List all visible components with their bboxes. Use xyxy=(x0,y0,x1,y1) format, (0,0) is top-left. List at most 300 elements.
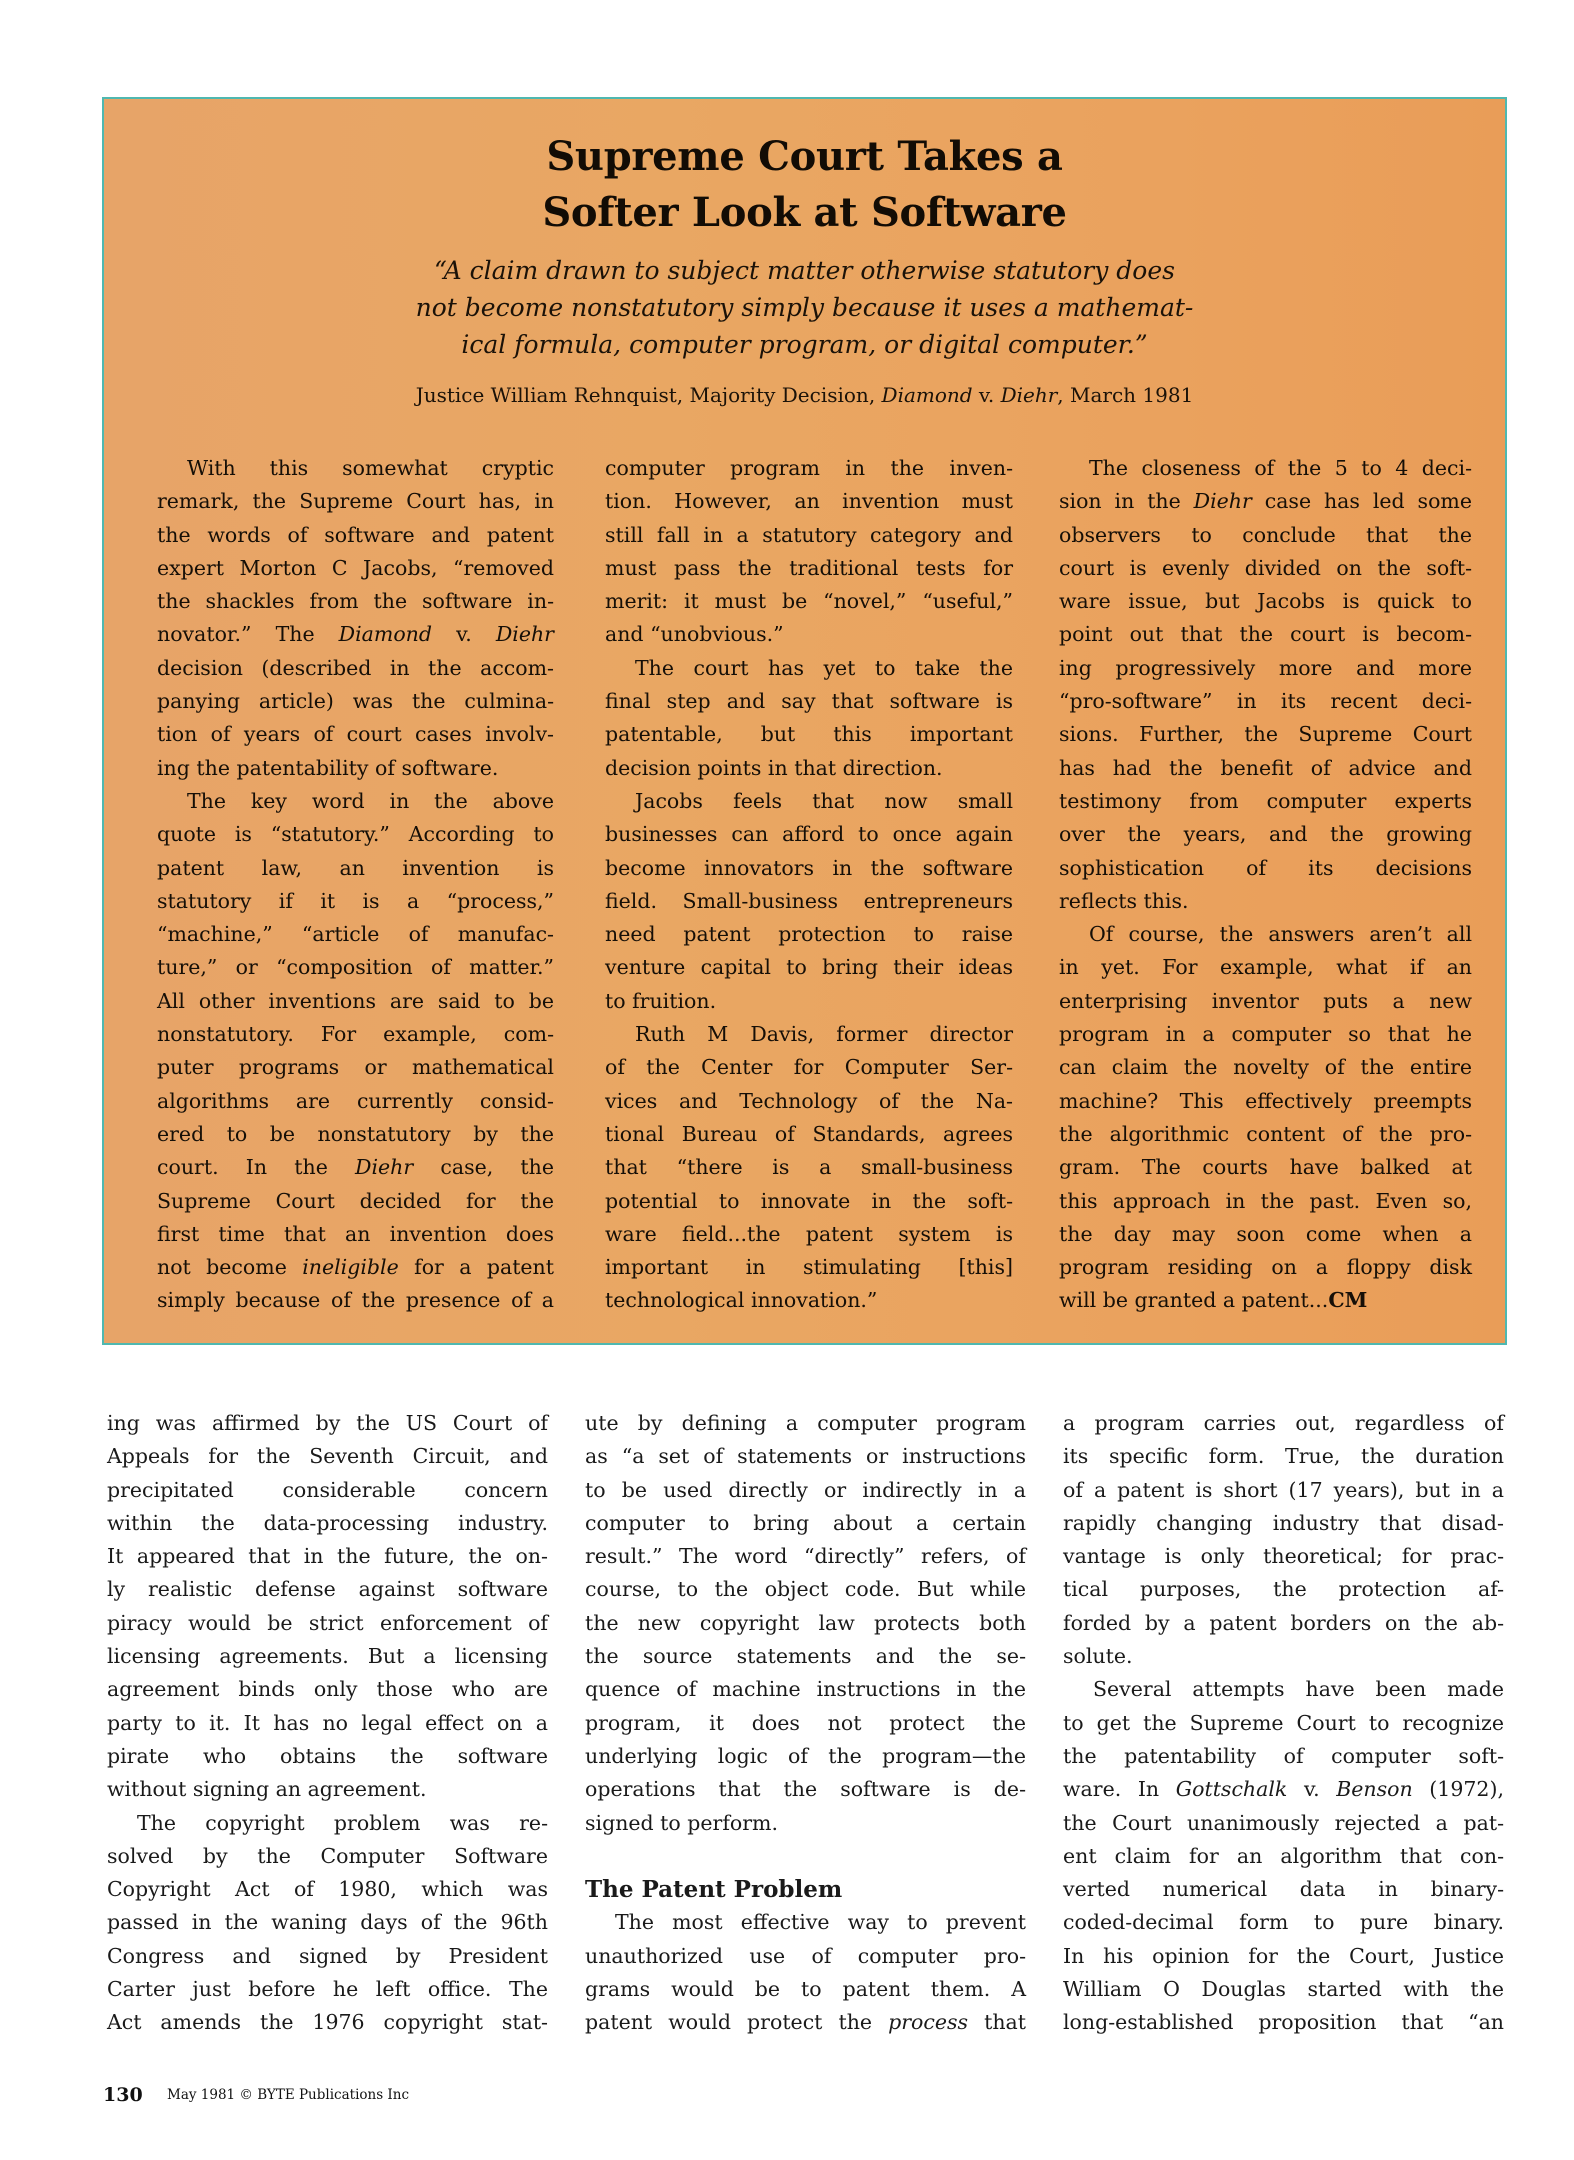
text-line xyxy=(1063,1740,1504,1773)
text-run: can claim the novelty of the entire xyxy=(1059,1055,1472,1080)
italic-text: Gottschalk xyxy=(1175,1777,1288,1802)
text-run: sions. Further, the Supreme Court xyxy=(1059,722,1472,747)
text-line xyxy=(1059,852,1472,885)
text-line xyxy=(157,1018,554,1051)
text-line xyxy=(585,1940,1026,1973)
text-line xyxy=(605,885,1013,918)
text-run: not become xyxy=(157,1255,303,1280)
text-line xyxy=(157,885,554,918)
text-run: become innovators in the software xyxy=(605,855,1013,880)
text-line xyxy=(157,585,554,618)
text-run: tical purposes, the protection af- xyxy=(1063,1577,1504,1602)
italic-text: ineligible xyxy=(302,1255,399,1280)
text-run: merit: it must be “novel,” “useful,” xyxy=(605,589,1013,614)
text-line xyxy=(585,1407,1026,1440)
text-line xyxy=(1063,1973,1504,2006)
text-run: the words of software and patent xyxy=(157,522,554,547)
text-line xyxy=(107,1607,548,1640)
text-line xyxy=(157,818,554,851)
text-run: ware. In xyxy=(1063,1777,1176,1802)
text-line xyxy=(107,1940,548,1973)
text-run: that xyxy=(968,2010,1026,2035)
italic-text: Benson xyxy=(1336,1777,1413,1802)
sidebar-column-1 xyxy=(157,452,554,1318)
text-run: agreement binds only those who are xyxy=(107,1677,548,1702)
text-run: of the Center for Computer Ser- xyxy=(605,1055,1013,1080)
text-line xyxy=(605,818,1013,851)
text-run: statutory if it is a “process,” xyxy=(157,888,554,913)
text-line xyxy=(157,852,554,885)
text-run: ute by defining a computer program xyxy=(585,1411,1026,1435)
text-run: decision points in that direction. xyxy=(605,755,943,780)
text-run: in yet. For example, what if an xyxy=(1059,955,1472,980)
text-run: sophistication of its decisions xyxy=(1059,855,1472,880)
pull-quote-line: not become nonstatutory simply because it uses a mathemat- xyxy=(415,293,1194,322)
text-run: tion of years of court cases involv- xyxy=(157,722,554,747)
text-run: novator.” The xyxy=(157,622,339,647)
text-line xyxy=(157,718,554,751)
text-run: grams would be to patent them. A xyxy=(585,1977,1026,2002)
text-run: patent law, an invention is xyxy=(157,855,554,880)
text-line xyxy=(605,452,1013,485)
text-line xyxy=(605,1018,1013,1051)
text-run: this approach in the past. Even so, xyxy=(1059,1188,1472,1213)
text-run: court is evenly divided on the soft- xyxy=(1059,555,1472,580)
text-line xyxy=(157,652,554,685)
text-line xyxy=(605,1051,1013,1084)
text-run: All other inventions are said to be xyxy=(157,988,554,1013)
text-run: v. xyxy=(1287,1777,1337,1802)
text-run: Congress and signed by President xyxy=(107,1943,548,1968)
text-run: operations that the software is de- xyxy=(585,1777,1026,1802)
text-run: signed to perform. xyxy=(585,1810,779,1835)
text-line xyxy=(585,1440,1026,1473)
text-run: Ruth M Davis, former director xyxy=(635,1022,1013,1047)
text-run: sion in the xyxy=(1059,489,1194,514)
text-line xyxy=(157,1085,554,1118)
text-line xyxy=(1059,485,1472,518)
text-line xyxy=(157,685,554,718)
text-line xyxy=(605,918,1013,951)
text-run: solute. xyxy=(1063,1644,1133,1669)
text-run: pirate who obtains the software xyxy=(107,1743,548,1768)
text-line xyxy=(1059,1018,1472,1051)
text-line xyxy=(605,1085,1013,1118)
text-line xyxy=(1063,1707,1504,1740)
text-line xyxy=(1063,1873,1504,1906)
text-line xyxy=(157,752,554,785)
text-line xyxy=(585,1773,1026,1806)
text-line xyxy=(1063,1940,1504,1973)
text-line xyxy=(605,985,1013,1018)
text-line xyxy=(585,1573,1026,1606)
text-line xyxy=(157,618,554,651)
text-line xyxy=(1059,1151,1472,1184)
text-run: case, the xyxy=(413,1155,554,1180)
sidebar-title xyxy=(104,129,1505,241)
text-run: ing was affirmed by the US Court of xyxy=(107,1411,548,1435)
text-line xyxy=(605,1218,1013,1251)
text-run: program, it does not protect the xyxy=(585,1710,1026,1735)
text-run: still fall in a statutory category and xyxy=(605,522,1013,547)
italic-text: Diamond xyxy=(338,622,432,647)
text-run: Of course, the answers aren’t all xyxy=(1089,922,1472,947)
text-line xyxy=(157,785,554,818)
text-run: (1972), xyxy=(1412,1777,1504,1802)
section-heading xyxy=(585,1873,1026,1906)
italic-text: Diehr xyxy=(495,622,554,647)
text-line xyxy=(1059,1185,1472,1218)
case-name-diamond: Diamond xyxy=(881,383,973,407)
text-line xyxy=(1059,585,1472,618)
text-line xyxy=(585,2006,1026,2039)
bold-text: CM xyxy=(1328,1288,1368,1313)
text-run: solved by the Computer Software xyxy=(107,1843,548,1868)
text-line xyxy=(605,1151,1013,1184)
text-line xyxy=(585,1540,1026,1573)
text-run: final step and say that software is xyxy=(605,689,1013,714)
text-run: rapidly changing industry that disad- xyxy=(1063,1510,1504,1535)
text-run: the patentability of computer soft- xyxy=(1063,1743,1504,1768)
sidebar-column-3 xyxy=(1059,452,1472,1318)
text-run: reflects this. xyxy=(1059,888,1189,913)
page-footer xyxy=(103,2084,410,2114)
sidebar-title-line: Softer Look at Software xyxy=(542,189,1067,236)
text-run: ture,” or “composition of matter.” xyxy=(157,955,554,980)
text-run: its specific form. True, the duration xyxy=(1063,1444,1504,1469)
text-line xyxy=(1059,1284,1472,1317)
text-line xyxy=(585,1474,1026,1507)
text-run: precipitated considerable concern xyxy=(107,1477,548,1502)
text-line xyxy=(1059,1251,1472,1284)
text-run: simply because of the presence of a xyxy=(157,1288,554,1313)
text-run: expert Morton C Jacobs, “removed xyxy=(157,555,554,580)
text-line xyxy=(605,652,1013,685)
text-line xyxy=(1059,452,1472,485)
text-run: the new copyright law protects both xyxy=(585,1610,1026,1635)
text-line xyxy=(157,452,554,485)
sidebar-column-2 xyxy=(605,452,1013,1318)
text-run: The key word in the above xyxy=(187,788,554,813)
text-line xyxy=(605,785,1013,818)
text-run: testimony from computer experts xyxy=(1059,788,1472,813)
text-run: It appeared that in the future, the on- xyxy=(107,1544,548,1569)
text-line xyxy=(107,1673,548,1706)
text-run: The Patent Problem xyxy=(585,1876,843,1904)
text-line xyxy=(107,1740,548,1773)
text-line xyxy=(157,519,554,552)
text-line xyxy=(1059,1118,1472,1151)
text-run: William O Douglas started with the xyxy=(1063,1977,1504,2002)
text-line xyxy=(585,1840,1026,1873)
text-line xyxy=(605,685,1013,718)
sidebar-box xyxy=(102,97,1507,1345)
text-line xyxy=(157,985,554,1018)
text-run: The most effective way to prevent xyxy=(615,1910,1026,1935)
text-line xyxy=(1063,1407,1504,1440)
text-run: must pass the traditional tests for xyxy=(605,555,1013,580)
text-run: patent would protect the xyxy=(585,2010,889,2035)
text-run: and “unobvious.” xyxy=(605,622,784,647)
text-run: “machine,” “article of manufac- xyxy=(157,922,554,947)
text-run: potential to innovate in the soft- xyxy=(605,1188,1013,1213)
text-run: program residing on a floppy disk xyxy=(1059,1255,1472,1280)
text-line xyxy=(1063,1640,1504,1673)
text-line xyxy=(107,2006,548,2039)
text-run: need patent protection to raise xyxy=(605,922,1013,947)
text-line xyxy=(157,918,554,951)
text-line xyxy=(605,485,1013,518)
text-run: passed in the waning days of the 96th xyxy=(107,1910,548,1935)
text-line xyxy=(1059,685,1472,718)
text-line xyxy=(157,951,554,984)
text-run: algorithms are currently consid- xyxy=(157,1088,554,1113)
text-line xyxy=(605,951,1013,984)
text-run: for a patent xyxy=(398,1255,554,1280)
italic-text: process xyxy=(888,2010,969,2035)
text-run: to fruition. xyxy=(605,988,717,1013)
text-run: licensing agreements. But a licensing xyxy=(107,1644,548,1669)
text-run: ware issue, but Jacobs is quick to xyxy=(1059,589,1472,614)
text-line xyxy=(1059,718,1472,751)
text-run: puter programs or mathematical xyxy=(157,1055,554,1080)
text-line xyxy=(605,1251,1013,1284)
text-line xyxy=(1059,785,1472,818)
text-line xyxy=(605,852,1013,885)
text-line xyxy=(107,1973,548,2006)
text-run: With this somewhat cryptic xyxy=(187,456,554,480)
case-name-diehr: Diehr xyxy=(1000,383,1058,407)
text-run: panying article) was the culmina- xyxy=(157,689,554,714)
text-run: ing the patentability of software. xyxy=(157,755,499,780)
text-line xyxy=(1059,885,1472,918)
text-run: observers to conclude that the xyxy=(1059,522,1472,547)
text-line xyxy=(605,1118,1013,1151)
text-run: businesses can afford to once again xyxy=(605,822,1013,847)
text-line xyxy=(1063,1673,1504,1706)
text-run: of a patent is short (17 years), but in a xyxy=(1063,1477,1504,1502)
text-run: party to it. It has no legal effect on a xyxy=(107,1710,548,1735)
text-run: over the years, and the growing xyxy=(1059,822,1472,847)
text-line xyxy=(1059,818,1472,851)
text-line xyxy=(107,1873,548,1906)
text-line xyxy=(1059,1051,1472,1084)
text-line xyxy=(585,1640,1026,1673)
text-line xyxy=(1063,1474,1504,1507)
text-run: ware field...the patent system is xyxy=(605,1221,1013,1246)
text-run: The closeness of the 5 to 4 deci- xyxy=(1089,456,1472,480)
article-column-3 xyxy=(1063,1407,1504,2040)
text-line xyxy=(585,1607,1026,1640)
text-run: enterprising inventor puts a new xyxy=(1059,988,1472,1013)
text-run: technological innovation.” xyxy=(605,1288,878,1313)
text-line xyxy=(107,1906,548,1939)
text-run: within the data-processing industry. xyxy=(107,1510,548,1535)
text-run: ing progressively more and more xyxy=(1059,655,1472,680)
text-run: quence of machine instructions in the xyxy=(585,1677,1026,1702)
text-run: forded by a patent borders on the ab- xyxy=(1063,1610,1504,1635)
text-run: Appeals for the Seventh Circuit, and xyxy=(107,1444,548,1469)
text-line xyxy=(107,1640,548,1673)
text-line xyxy=(157,1185,554,1218)
text-run: the shackles from the software in- xyxy=(157,589,554,614)
text-line xyxy=(157,1151,554,1184)
text-line xyxy=(157,485,554,518)
text-line xyxy=(1059,519,1472,552)
text-run: the source statements and the se- xyxy=(585,1644,1026,1669)
text-run: vantage is only theoretical; for prac- xyxy=(1063,1544,1504,1569)
text-run: v. xyxy=(432,622,496,647)
attribution-prefix: Justice William Rehnquist, Majority Decision, xyxy=(415,383,882,407)
text-line xyxy=(605,618,1013,651)
text-line xyxy=(1059,752,1472,785)
text-line xyxy=(107,1707,548,1740)
text-run: nonstatutory. For example, com- xyxy=(157,1022,554,1047)
text-line xyxy=(1063,1573,1504,1606)
attribution-suffix: , March 1981 xyxy=(1057,383,1194,407)
text-run: will be granted a patent... xyxy=(1059,1288,1329,1313)
text-run: court. In the xyxy=(157,1155,356,1180)
text-line xyxy=(605,718,1013,751)
text-run: venture capital to bring their ideas xyxy=(605,955,1013,980)
text-run: verted numerical data in binary- xyxy=(1063,1877,1504,1902)
text-run: as “a set of statements or instructions xyxy=(585,1444,1026,1469)
text-line xyxy=(107,1573,548,1606)
text-run: without signing an agreement. xyxy=(107,1777,427,1802)
text-run: ly realistic defense against software xyxy=(107,1577,548,1602)
text-line xyxy=(605,585,1013,618)
text-run: that “there is a small-business xyxy=(605,1155,1013,1180)
text-line xyxy=(1063,1807,1504,1840)
text-line xyxy=(585,1973,1026,2006)
text-line xyxy=(1063,1507,1504,1540)
attribution-versus: v. xyxy=(972,383,1001,407)
text-run: the day may soon come when a xyxy=(1059,1221,1472,1246)
text-line xyxy=(1063,1773,1504,1806)
text-line xyxy=(1063,1440,1504,1473)
text-run: The copyright problem was re- xyxy=(137,1810,548,1835)
text-run: the Court unanimously rejected a pat- xyxy=(1063,1810,1504,1835)
text-line xyxy=(1059,618,1472,651)
text-run: important in stimulating [this] xyxy=(605,1255,1013,1280)
text-run: machine? This effectively preempts xyxy=(1059,1088,1472,1113)
text-line xyxy=(157,1284,554,1317)
text-line xyxy=(605,552,1013,585)
text-run: patentable, but this important xyxy=(605,722,1013,747)
text-line xyxy=(1059,985,1472,1018)
text-run: result.” The word “directly” refers, of xyxy=(585,1544,1026,1569)
text-line xyxy=(605,1185,1013,1218)
text-line xyxy=(585,1707,1026,1740)
text-run: first time that an invention does xyxy=(157,1221,554,1246)
text-run: unauthorized use of computer pro- xyxy=(585,1943,1026,1968)
text-run: piracy would be strict enforcement of xyxy=(107,1610,548,1635)
italic-text: Diehr xyxy=(355,1155,414,1180)
page-number: 130 xyxy=(103,2084,143,2106)
text-run: has had the benefit of advice and xyxy=(1059,755,1472,780)
text-run: decision (described in the accom- xyxy=(157,655,554,680)
text-line xyxy=(1059,552,1472,585)
text-run: In his opinion for the Court, Justice xyxy=(1063,1943,1504,1968)
text-line xyxy=(1063,2006,1504,2039)
pull-quote-line: ical formula, computer program, or digital computer.” xyxy=(461,330,1148,359)
text-run: the algorithmic content of the pro- xyxy=(1059,1121,1472,1146)
text-line xyxy=(605,1284,1013,1317)
text-run: gram. The courts have balked at xyxy=(1059,1155,1472,1180)
text-run: to be used directly or indirectly in a xyxy=(585,1477,1026,1502)
text-line xyxy=(1063,1840,1504,1873)
text-run: Several attempts have been made xyxy=(1093,1677,1504,1702)
text-run: ent claim for an algorithm that con- xyxy=(1063,1843,1504,1868)
text-line xyxy=(585,1740,1026,1773)
text-run: ered to be nonstatutory by the xyxy=(157,1121,554,1146)
text-run: Copyright Act of 1980, which was xyxy=(107,1877,548,1902)
text-line xyxy=(107,1540,548,1573)
text-line xyxy=(585,1906,1026,1939)
text-line xyxy=(107,1807,548,1840)
text-run: a program carries out, regardless of xyxy=(1063,1411,1504,1435)
publication-credit: May 1981 © BYTE Publications Inc xyxy=(167,2087,410,2103)
text-run: to get the Supreme Court to recognize xyxy=(1063,1710,1504,1735)
quote-attribution xyxy=(104,381,1505,409)
article-column-2 xyxy=(585,1407,1026,2040)
text-run: The court has yet to take the xyxy=(635,655,1013,680)
pull-quote-line: “A claim drawn to subject matter otherwise statutory does xyxy=(434,256,1175,285)
text-line xyxy=(1059,1085,1472,1118)
text-line xyxy=(1059,652,1472,685)
text-line xyxy=(1063,1906,1504,1939)
text-line xyxy=(1059,1218,1472,1251)
text-line xyxy=(107,1440,548,1473)
text-line xyxy=(107,1773,548,1806)
text-run: computer program in the inven- xyxy=(605,456,1013,480)
text-run: vices and Technology of the Na- xyxy=(605,1088,1013,1113)
text-run: Act amends the 1976 copyright stat- xyxy=(107,2010,548,2035)
text-line xyxy=(157,1251,554,1284)
text-run: underlying logic of the program—the xyxy=(585,1743,1026,1768)
text-run: course, to the object code. But while xyxy=(585,1577,1026,1602)
text-line xyxy=(107,1407,548,1440)
text-run: point out that the court is becom- xyxy=(1059,622,1472,647)
text-line xyxy=(1059,951,1472,984)
text-line xyxy=(157,1051,554,1084)
text-run: Carter just before he left office. The xyxy=(107,1977,548,2002)
text-run: case has led some xyxy=(1251,489,1472,514)
pull-quote xyxy=(104,252,1505,363)
text-run: Supreme Court decided for the xyxy=(157,1188,554,1213)
text-run: long-established proposition that “an xyxy=(1063,2010,1504,2035)
text-run: computer to bring about a certain xyxy=(585,1510,1026,1535)
sidebar-title-line: Supreme Court Takes a xyxy=(546,133,1063,180)
text-line xyxy=(605,752,1013,785)
text-line xyxy=(157,1118,554,1151)
article-column-1 xyxy=(107,1407,548,2040)
text-run: “pro-software” in its recent deci- xyxy=(1059,689,1472,714)
text-run: quote is “statutory.” According to xyxy=(157,822,554,847)
text-line xyxy=(107,1507,548,1540)
text-line xyxy=(157,1218,554,1251)
text-run: program in a computer so that he xyxy=(1059,1022,1472,1047)
text-run: remark, the Supreme Court has, in xyxy=(157,489,554,514)
text-line xyxy=(1063,1607,1504,1640)
text-line xyxy=(1059,918,1472,951)
text-line xyxy=(157,552,554,585)
text-line xyxy=(107,1474,548,1507)
text-line xyxy=(605,519,1013,552)
text-line xyxy=(585,1507,1026,1540)
text-line xyxy=(107,1840,548,1873)
text-line xyxy=(1063,1540,1504,1573)
